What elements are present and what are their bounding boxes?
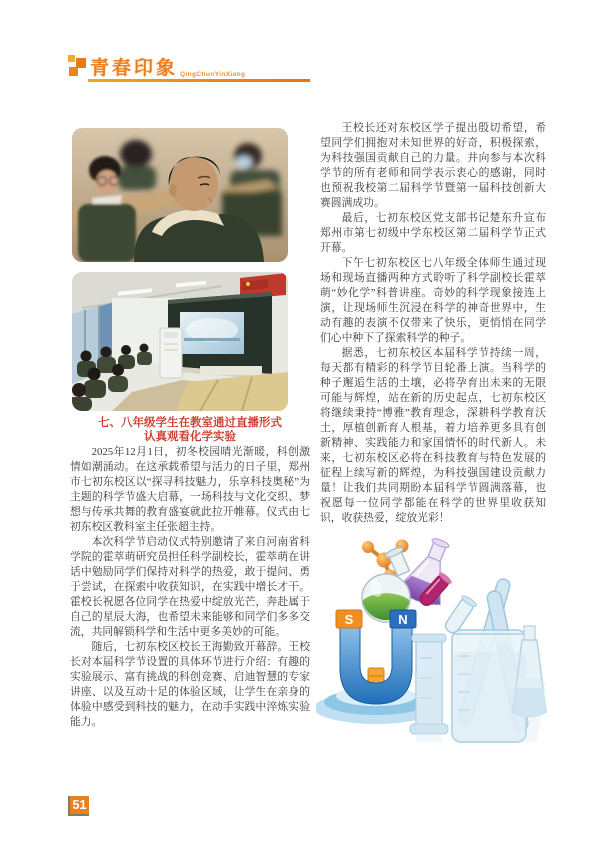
- paragraph: 下午七初东校区七八年级全体师生通过现场和现场直播两种方式聆听了科学副校长霍萃萌“妙化学”科普讲座。奇妙的科学现象接连上演，让现场师生沉浸在科学的神奇世界中，生动有趣的表演不仅带来了快乐，更悄悄在同学们心中种下了探索科学的种子。: [320, 257, 546, 344]
- paragraph: 本次科学节启动仪式特别邀请了来自河南省科学院的霍萃萌研究员担任科学副校长，霍萃萌在讲话中勉励同学们保持对科学的热爱，敢于提问、勇于尝试，在探索中收获知识，在实践中增长才干。霍校长祝愿各位同学在热爱中绽放光芒，奔赴属于自己的星辰大海，也希望未来能够和同学们多多交流，共同解锁科学和生活中更多美妙的可能。: [70, 536, 310, 638]
- photo-students-closeup: [72, 128, 288, 262]
- magazine-title: 青春印象: [90, 58, 179, 79]
- masthead: [68, 53, 328, 85]
- article-left-column: [70, 445, 310, 730]
- science-illustration: [316, 538, 552, 833]
- photo-caption-line1: 七、八年级学生在教室通过直播形式: [98, 417, 282, 429]
- paragraph: 随后，七初东校区校长王海勤致开幕辞。王校长对本届科学节设置的具体环节进行介绍：有趣的实验展示、富有挑战的科创竞赛、启迪智慧的专家讲座、以及互动十足的体验区域，让学生在亲身的体验中感受到科技的魅力，在动手实践中淬炼实验能力。: [70, 641, 310, 728]
- magazine-subtitle: QingChunYinXiang: [180, 71, 246, 78]
- article-right-column: [320, 121, 546, 526]
- photo-classroom-broadcast: [72, 272, 288, 411]
- magazine-logo-icon: [68, 55, 87, 78]
- page-number: 51: [68, 796, 89, 816]
- photo-caption-line2: 认真观看化学实验: [144, 431, 236, 443]
- paragraph: 2025年12月1日，初冬校园晴光渐暖，科创激情如潮涌动。在这承载希望与活力的日子里，郑州市七初东校区以“探寻科技魅力，乐享科技奥秘”为主题的科学节盛大启幕，一场科技与文化交织、梦想与传承共舞的教育盛宴就此拉开帷幕。仪式由七初东校区教科室主任张超主持。: [70, 446, 310, 533]
- magnet-south-label: S: [344, 612, 354, 627]
- header-rule: [88, 79, 310, 82]
- logo-square-icon: [68, 55, 75, 62]
- logo-square-icon: [69, 67, 78, 76]
- paragraph: 王校长还对东校区学子提出殷切希望，希望同学们拥抱对未知世界的好奇，积极探索，为科技强国贡献自己的力量。并向参与本次科学节的所有老师和同学表示衷心的感谢，同时也预祝我校第二届科学节暨第一届科技创新大赛圆满成功。: [320, 122, 546, 209]
- paragraph: 最后，七初东校区党支部书记楚东升宣布郑州市第七初级中学东校区第二届科学节正式开幕。: [320, 212, 546, 254]
- magnet-north-label: N: [398, 612, 408, 627]
- paragraph: 据悉，七初东校区本届科学节持续一周，每天都有精彩的科学节目轮番上演。当科学的种子邂逅生活的土壤，必将孕育出未来的无限可能与辉煌，站在新的历史起点，七初东校区将继续秉持“博雅”教育理念，深耕科学教育沃土，厚植创新育人根基，着力培养更多具有创新精神、实践能力和家国情怀的时代新人。未来，七初东校区必将在科技教育与特色发展的征程上续写新的辉煌，为科技强国建设贡献力量！让我们共同期盼本届科学节圆满落幕，也祝愿每一位同学都能在科学的世界里收获知识，收获热爱，绽放光彩！: [320, 347, 546, 524]
- photo-caption: [70, 416, 310, 444]
